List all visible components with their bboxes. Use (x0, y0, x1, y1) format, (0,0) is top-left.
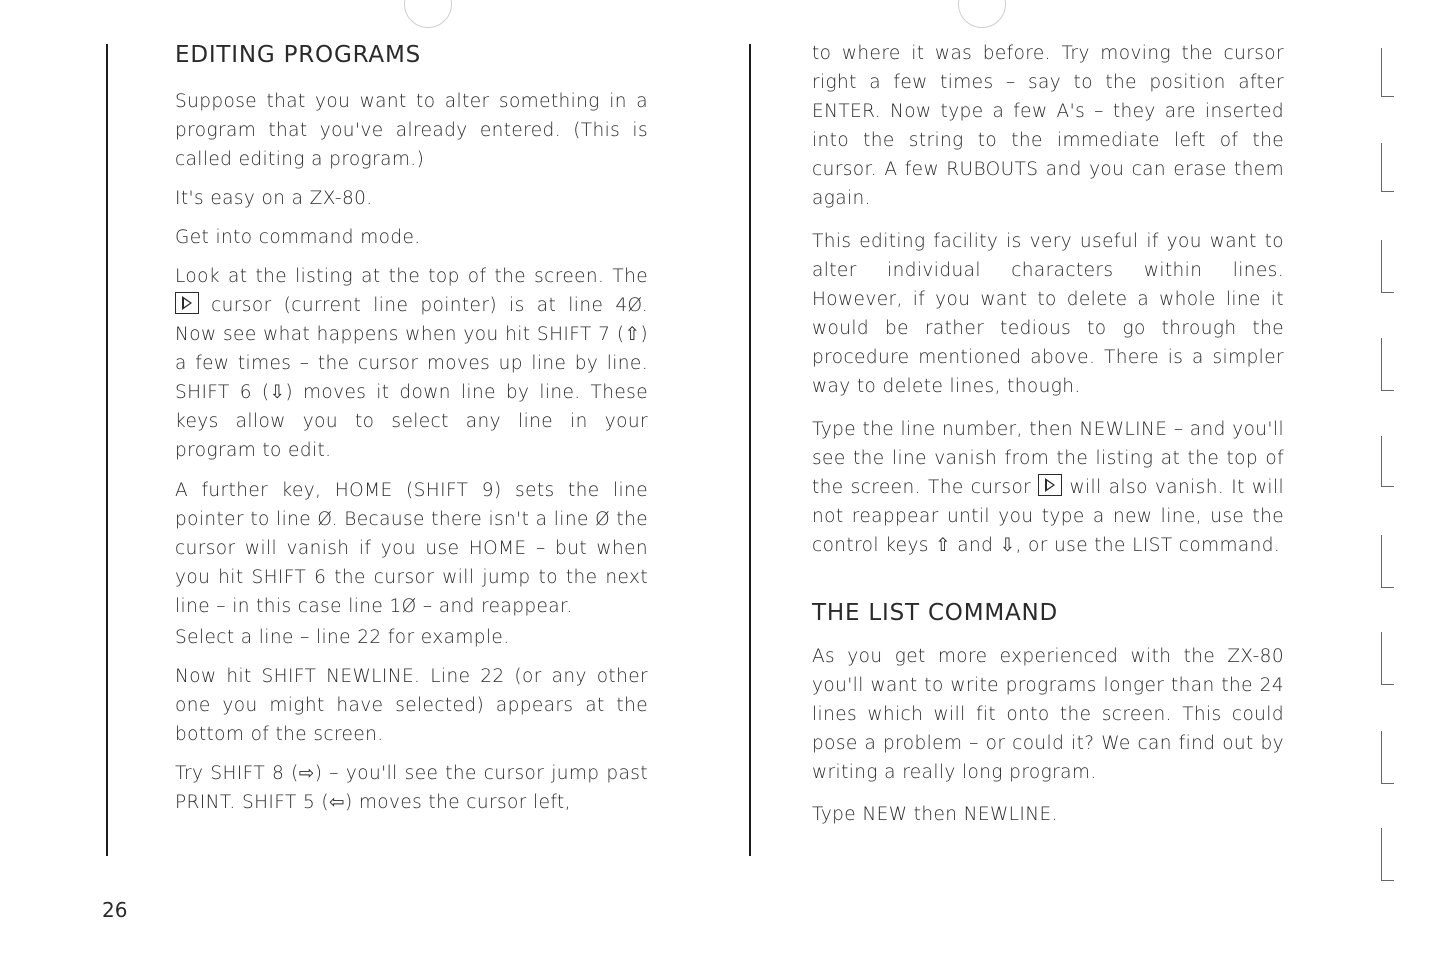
paragraph: Now hit SHIFT NEWLINE. Line 22 (or any other one you might have selected) appears at the bottom of the screen. (175, 666, 648, 745)
paragraph: Get into command mode. (175, 227, 421, 248)
index-tab-mark (1381, 338, 1394, 391)
page-number: 26 (102, 898, 128, 922)
paragraph: to where it was before. Try moving the cursor right a few times – say to the position after ENTER. Now type a few A's – they are inserted into the string to the immediate left of the cursor. A few RUBOUTS and you can erase them again. (812, 43, 1284, 209)
paragraph: Select a line – line 22 for example. (175, 627, 510, 648)
cursor-icon (1038, 474, 1062, 496)
paragraph: As you get more experienced with the ZX-80 you'll want to write programs longer than the 24 lines which will fit onto the screen. This could pose a problem – or could it? We can find out by writing a really long program. (812, 646, 1284, 783)
paragraph: This editing facility is very useful if you want to alter individual characters within lines. However, if you want to delete a whole line it would be rather tedious to go through the procedure mentioned above. There is a simpler way to delete lines, though. (812, 231, 1284, 397)
index-tab-mark (1381, 828, 1394, 881)
paragraph: Suppose that you want to alter something in a program that you've already entered. (This is called editing a program.) (175, 91, 648, 170)
paragraph: Type NEW then NEWLINE. (812, 804, 1058, 825)
index-tab-mark (1381, 143, 1394, 192)
punch-hole-right (958, 0, 1006, 28)
section-heading-list: THE LIST COMMAND (812, 600, 1059, 626)
index-tab-mark (1381, 535, 1394, 588)
paragraph-text: cursor (current line pointer) is at line 4Ø. Now see what happens when you hit SHIFT 7 (⇧) a few times – the cursor moves up line by line. SHIFT 6 (⇩) moves it down line by line. These keys allow you to select any line in your program to edit. (175, 295, 648, 461)
paragraph-text: Type the line number, then NEWLINE – and you'll see the line vanish from the listing at the top of the screen. The cursor (812, 419, 1284, 498)
index-tab-mark (1381, 731, 1394, 784)
paragraph-cursor (812, 415, 1284, 560)
left-column-rule (106, 44, 108, 856)
left-column (175, 40, 648, 817)
paragraph-cursor (175, 262, 648, 465)
paragraph: Try SHIFT 8 (⇨) – you'll see the cursor jump past PRINT. SHIFT 5 (⇦) moves the cursor left, (175, 763, 648, 813)
cursor-icon (175, 292, 199, 314)
right-column (812, 39, 1284, 829)
punch-hole-left (404, 0, 452, 28)
section-heading-editing: EDITING PROGRAMS (175, 42, 422, 68)
index-tab-mark (1381, 240, 1394, 293)
paragraph: It's easy on a ZX-80. (175, 188, 373, 209)
paragraph-text: Look at the listing at the top of the screen. The (175, 266, 648, 287)
right-column-rule (749, 44, 751, 856)
index-tab-mark (1381, 436, 1394, 487)
paragraph-text: will also vanish. It will not reappear until you type a new line, use the control keys ⇧ and ⇩, or use the LIST command. (812, 477, 1285, 556)
index-tab-mark (1381, 632, 1394, 685)
index-tab-mark (1381, 48, 1394, 97)
paragraph: A further key, HOME (SHIFT 9) sets the line pointer to line Ø. Because there isn't a line Ø the cursor will vanish if you use HOME – but when you hit SHIFT 6 the cursor will jump to the next line – in this case line 1Ø – and reappear. (175, 480, 648, 617)
